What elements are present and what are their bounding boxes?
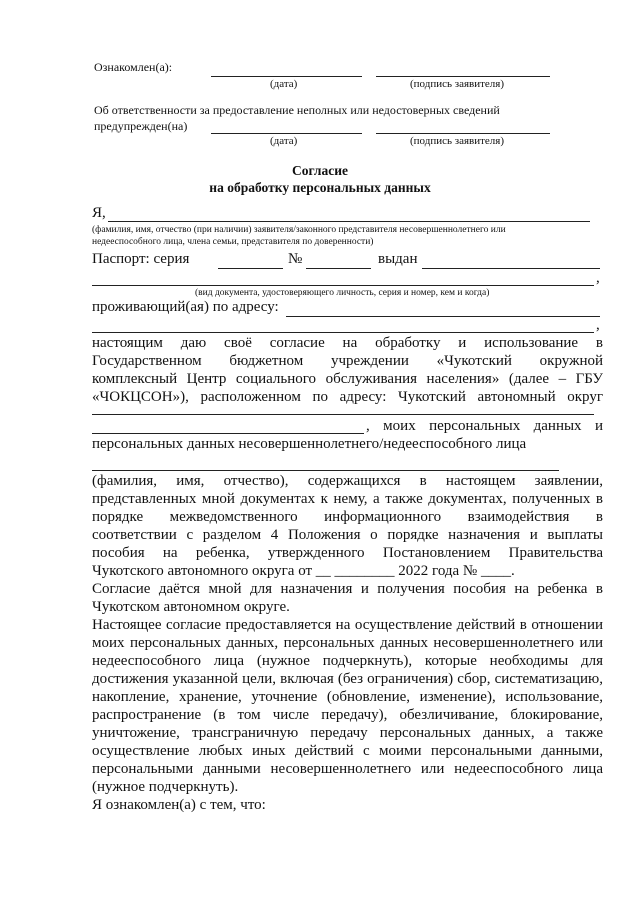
purpose-line-2: Чукотском автономном округе. (92, 599, 290, 615)
body-line: «ЧОКЦСОН»), расположенном по адресу: Чукотский автономный округ (92, 389, 603, 405)
responsibility-signature-line[interactable] (376, 133, 550, 134)
scope-line: распространение (в том числе передачу), обезличивание, блокирование, (92, 707, 603, 723)
address-label: проживающий(ая) по адресу: (92, 299, 279, 315)
passport-series-label: Паспорт: серия (92, 251, 190, 267)
ack-date-caption: (дата) (270, 78, 298, 90)
consent-title: Согласие (291, 163, 349, 178)
scope-line: уничтожение, трансграничную передачу персональных данных, а также (92, 725, 603, 741)
organization-address-line[interactable] (92, 414, 594, 415)
passport-number-line[interactable] (306, 268, 371, 269)
body2-line: соответствии с разделом 4 Положения о порядке назначения и выплаты (92, 527, 603, 543)
body-line: Государственном бюджетном учреждении «Чукотский окружной (92, 353, 603, 369)
responsibility-date-caption: (дата) (270, 135, 298, 147)
my-data-line[interactable] (92, 433, 364, 434)
scope-line: Настоящее согласие предоставляется на осуществление действий в отношении (92, 617, 603, 633)
scope-line: осуществление любых иных действий с моими персональными данными, (92, 743, 603, 759)
acknowledged-line: Я ознакомлен(а) с тем, что: (92, 797, 266, 813)
minor-data-text: персональных данных несовершеннолетнего/недееспособного лица (92, 436, 527, 452)
address-comma: , (596, 317, 600, 333)
ack-signature-line[interactable] (376, 76, 550, 77)
scope-line: достижения указанной цели, включая (без ограничения) сбор, систематизацию, (92, 671, 603, 687)
ack-label: Ознакомлен(а): (94, 60, 173, 74)
my-data-text: , моих персональных данных и (366, 418, 603, 434)
body2-line: порядке межведомственного информационного взаимодействия в (92, 509, 603, 525)
decree-line: Чукотского автономного округа от __ ________ 2022 года № ____. (92, 563, 515, 579)
fio-line[interactable] (108, 221, 590, 222)
scope-line: моих персональных данных, персональных данных несовершеннолетнего или (92, 635, 603, 651)
responsibility-line1: Об ответственности за предоставление неполных или недостоверных сведений (94, 103, 500, 117)
body-line: комплексный Центр социального обслуживания населения» (далее – ГБУ (92, 371, 603, 387)
scope-last-line: (нужное подчеркнуть). (92, 779, 239, 795)
body2-line: (фамилия, имя, отчество), содержащихся в настоящем заявлении, (92, 473, 603, 489)
minor-fio-line[interactable] (92, 470, 559, 471)
document-hint: (вид документа, удостоверяющего личность, серия и номер, кем и когда) (195, 288, 490, 298)
passport-series-line[interactable] (218, 268, 283, 269)
passport-issued-label: выдан (378, 251, 418, 267)
passport-comma: , (596, 270, 600, 286)
address-line-2[interactable] (92, 332, 594, 333)
body-line: настоящим даю своё согласие на обработку и использование в (92, 335, 603, 351)
scope-line: недееспособного лица (нужное подчеркнуть), которые необходимы для (92, 653, 603, 669)
responsibility-line2: предупрежден(на) (94, 119, 188, 133)
body2-line: представленных мной документах к нему, а также документах, полученных в (92, 491, 603, 507)
passport-details-line[interactable] (92, 285, 594, 286)
consent-subtitle: на обработку персональных данных (209, 180, 431, 195)
passport-number-label: № (288, 251, 303, 267)
purpose-line-1: Согласие даётся мной для назначения и получения пособия на ребенка в (92, 581, 603, 597)
ack-date-line[interactable] (211, 76, 362, 77)
i-label: Я, (92, 205, 106, 221)
ack-signature-caption: (подпись заявителя) (410, 78, 505, 90)
address-line-1[interactable] (286, 316, 600, 317)
scope-line: персональными данными несовершеннолетнего или недееспособного лица (92, 761, 603, 777)
fio-hint-2: недееспособного лица, члена семьи, представителя по доверенности) (92, 237, 374, 247)
responsibility-date-line[interactable] (211, 133, 362, 134)
scope-line: накопление, хранение, уточнение (обновление, изменение), использование, (92, 689, 603, 705)
fio-hint-1: (фамилия, имя, отчество (при наличии) заявителя/законного представителя несовершеннолетнего или (92, 225, 506, 235)
passport-issued-line[interactable] (422, 268, 600, 269)
body2-line: пособия на ребенка, утвержденного Постановлением Правительства (92, 545, 603, 561)
responsibility-signature-caption: (подпись заявителя) (410, 135, 505, 147)
